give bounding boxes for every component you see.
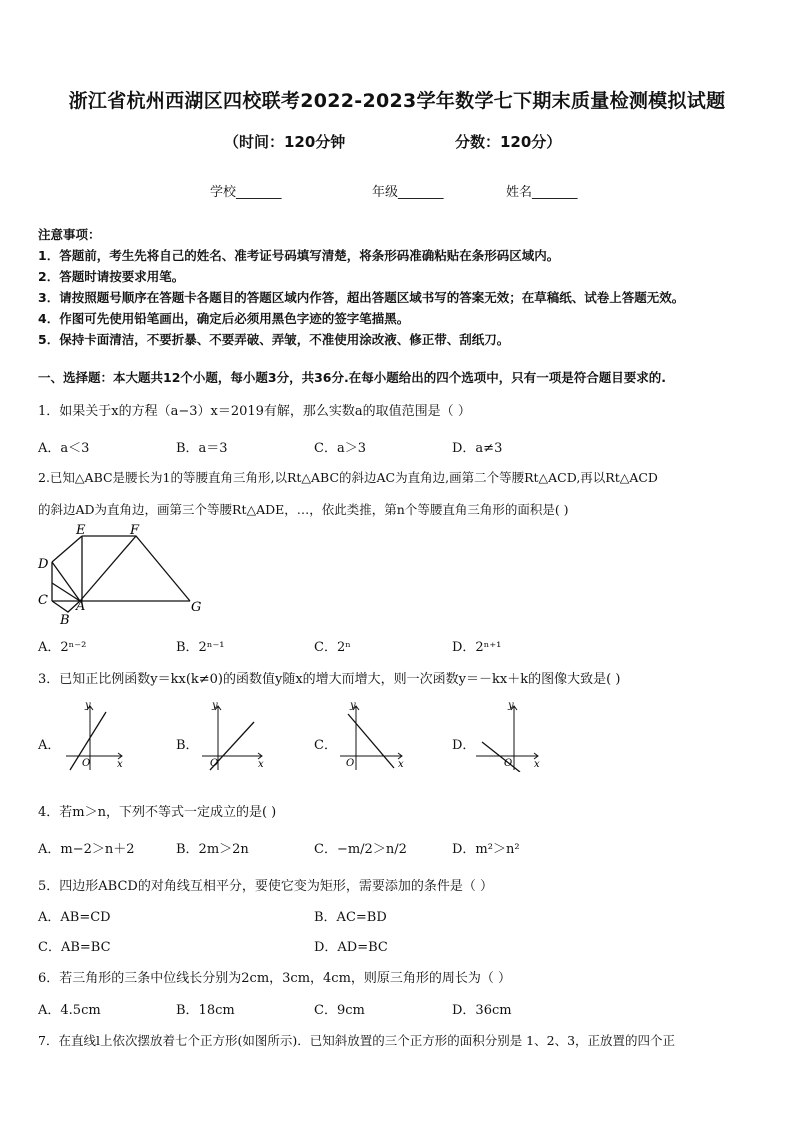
q3-stem: 3．已知正比例函数y＝kx(k≠0)的函数值y随x的增大而增大，则一次函数y＝－kx＋k的图像大致是( ) <box>38 672 621 687</box>
q2-option-b: B．2ⁿ⁻¹ <box>176 640 225 655</box>
q5-option-d: D．AD=BC <box>314 940 388 955</box>
axis-x-label: x <box>117 759 123 770</box>
q5-option-c: C．AB=BC <box>38 940 111 955</box>
label-f: F <box>130 523 140 538</box>
school-field: 学校_______ <box>210 185 282 200</box>
section-heading: 一、选择题：本大题共12个小题，每小题3分，共36分.在每小题给出的四个选项中，只有一项是符合题目要求的. <box>38 370 666 385</box>
origin-label: O <box>346 758 355 769</box>
q3-graph-a <box>60 700 130 772</box>
q1-option-c: C．a＞3 <box>314 441 366 456</box>
q3-option-a: A． <box>38 738 61 753</box>
axis-y-label: y <box>85 700 91 711</box>
page-title: 浙江省杭州西湖区四校联考2022-2023学年数学七下期末质量检测模拟试题 <box>68 90 726 112</box>
notes-heading: 注意事项： <box>38 227 101 242</box>
axis-x-label: x <box>258 759 264 770</box>
q5-option-b: B．AC=BD <box>314 910 387 925</box>
q6-stem: 6．若三角形的三条中位线长分别为2cm，3cm，4cm，则原三角形的周长为（ ） <box>38 971 512 986</box>
label-c: C <box>38 593 48 608</box>
q1-stem: 1．如果关于x的方程（a−3）x＝2019有解，那么实数a的取值范围是（ ） <box>38 404 471 419</box>
q4-option-c: C．−m/2＞n/2 <box>314 842 407 857</box>
q2-option-d: D．2ⁿ⁺¹ <box>452 640 502 655</box>
q7-stem: 7．在直线l上依次摆放着七个正方形(如图所示)．已知斜放置的三个正方形的面积分别是 1、2、3，正放置的四个正 <box>38 1033 676 1048</box>
q2-stem-line1: 2.已知△ABC是腰长为1的等腰直角三角形,以Rt△ABC的斜边AC为直角边,画第二个等腰Rt△ACD,再以Rt△ACD <box>38 470 658 485</box>
note-item: 5．保持卡面清洁，不要折暴、不要弄破、弄皱，不准使用涂改液、修正带、刮纸刀。 <box>38 332 510 347</box>
note-item: 2．答题时请按要求用笔。 <box>38 269 185 284</box>
q4-option-a: A．m−2＞n＋2 <box>38 842 135 857</box>
q4-option-d: D．m²＞n² <box>452 842 520 857</box>
q1-option-b: B．a＝3 <box>176 441 228 456</box>
q1-option-a: A．a＜3 <box>38 441 90 456</box>
q2-option-c: C．2ⁿ <box>314 640 351 655</box>
q2-triangle-figure <box>30 518 220 628</box>
q3-option-d: D． <box>452 738 476 753</box>
note-item: 4．作图可先使用铅笔画出，确定后必须用黑色字迹的签字笔描黑。 <box>38 311 410 326</box>
label-g: G <box>191 600 202 615</box>
q3-graph-b <box>196 700 268 772</box>
exam-score: 分数：120分） <box>455 133 562 151</box>
q4-stem: 4．若m＞n，下列不等式一定成立的是( ) <box>38 805 277 820</box>
exam-time: （时间：120分钟 <box>224 133 346 151</box>
q6-option-d: D．36cm <box>452 1003 512 1018</box>
label-d: D <box>38 557 49 572</box>
q4-option-b: B．2m＞2n <box>176 842 249 857</box>
q1-option-d: D．a≠3 <box>452 441 503 456</box>
axis-x-label: x <box>534 759 540 770</box>
q3-option-c: C． <box>314 738 337 753</box>
q6-option-b: B．18cm <box>176 1003 235 1018</box>
q2-stem-line2: 的斜边AD为直角边，画第三个等腰Rt△ADE，…，依此类推，第n个等腰直角三角形的面积是( ) <box>38 502 569 517</box>
axis-x-label: x <box>398 759 404 770</box>
q3-graph-c <box>336 700 408 772</box>
label-b: B <box>60 613 70 628</box>
grade-field: 年级_______ <box>372 185 444 200</box>
note-item: 1．答题前，考生先将自己的姓名、准考证号码填写清楚，将条形码准确粘贴在条形码区域内。 <box>38 248 560 263</box>
label-a: A <box>76 599 86 614</box>
q5-stem: 5．四边形ABCD的对角线互相平分，要使它变为矩形，需要添加的条件是（ ） <box>38 879 493 894</box>
axis-y-label: y <box>508 700 514 711</box>
origin-label: O <box>82 758 91 769</box>
axis-y-label: y <box>212 700 218 711</box>
q6-option-c: C．9cm <box>314 1003 365 1018</box>
q6-option-a: A．4.5cm <box>38 1003 101 1018</box>
q3-option-b: B． <box>176 738 199 753</box>
name-field: 姓名_______ <box>506 185 578 200</box>
origin-label: O <box>504 758 513 769</box>
notes-block <box>38 224 684 350</box>
axis-y-label: y <box>350 700 356 711</box>
q3-graph-d <box>472 700 544 772</box>
q2-option-a: A．2ⁿ⁻² <box>38 640 87 655</box>
q5-option-a: A．AB=CD <box>38 910 111 925</box>
label-e: E <box>76 523 86 538</box>
origin-label: O <box>210 758 219 769</box>
note-item: 3．请按照题号顺序在答题卡各题目的答题区域内作答，超出答题区域书写的答案无效；在草稿纸、试卷上答题无效。 <box>38 290 685 305</box>
